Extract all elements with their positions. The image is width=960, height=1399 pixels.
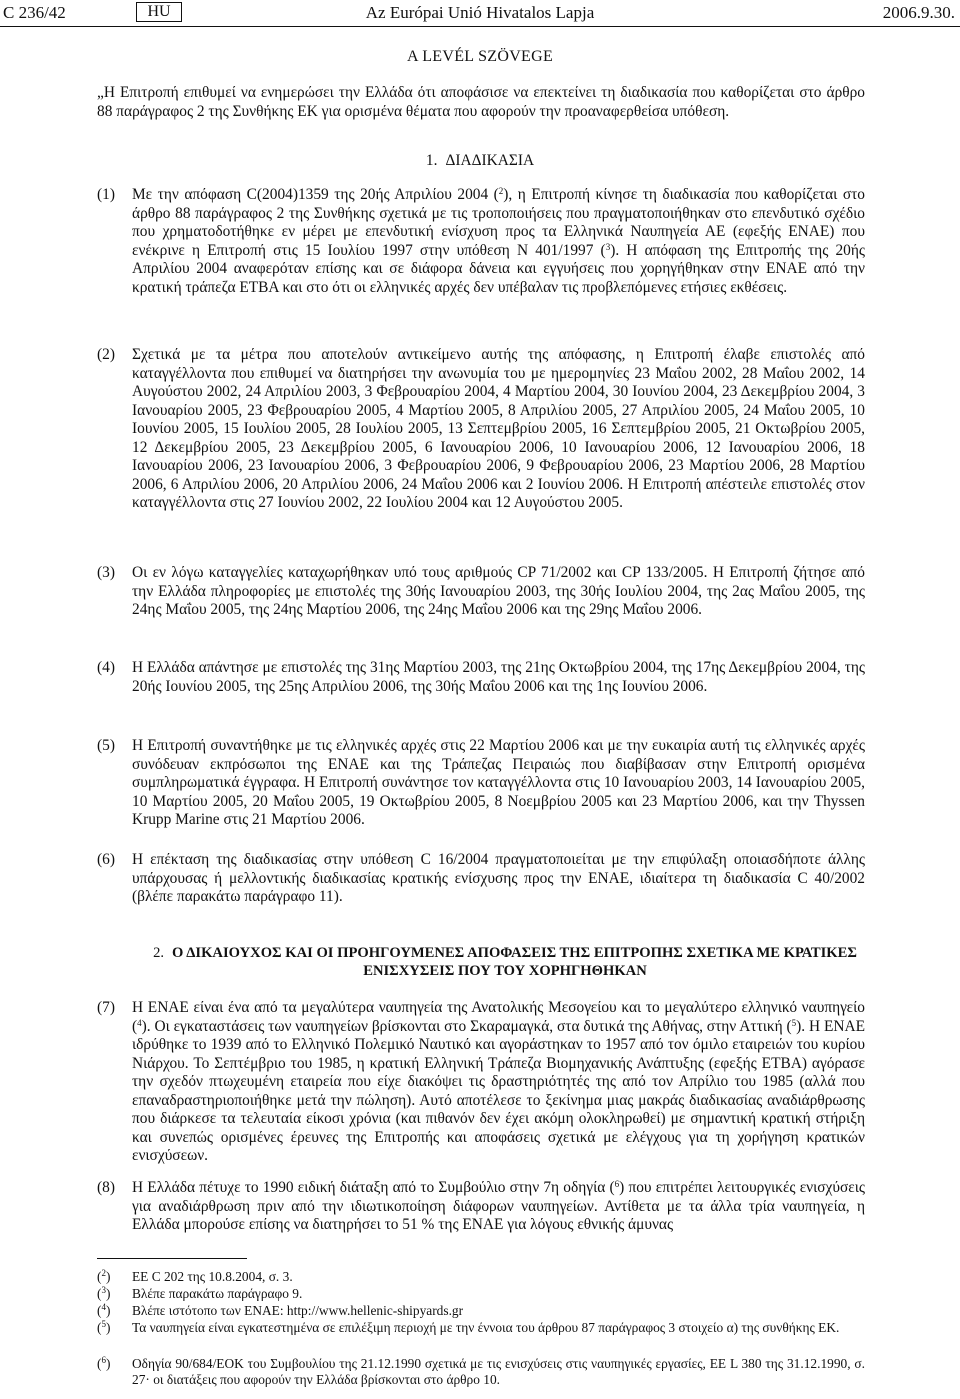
paragraph-number: (6) bbox=[97, 851, 115, 868]
section-title: ΔΙΑΔΙΚΑΣΙΑ bbox=[445, 152, 535, 169]
paragraph-number: (8) bbox=[97, 1179, 115, 1196]
footnote-number: ($^3$) bbox=[97, 1285, 111, 1301]
paragraph-5 bbox=[97, 737, 865, 830]
header-rule bbox=[0, 26, 960, 27]
footnote-5 bbox=[97, 1320, 865, 1336]
paragraph-7 bbox=[97, 999, 865, 1166]
footnote-4 bbox=[97, 1303, 865, 1319]
letter-title: A LEVÉL SZÖVEGE bbox=[406, 48, 554, 65]
paragraph-text: Η ΕΝΑΕ είναι ένα από τα μεγαλύτερα ναυπηγεία της Ανατολικής Μεσογείου και το μεγαλύτερο ελληνικό ναυπηγείο ($^4$). Οι εγκαταστάσεις των ναυπηγείων βρίσκονται στο Σκαραμαγκά, στα δυτικά της Αθήνας, στην Αττική ($^5$). Η ΕΝΑΕ ιδρύθηκε το 1939 από το Ελληνικό Πολεμικό Ναυτικό και αγοράστηκαν το 1957 από τον όμιλο εταιρειών του κυρίου Νιάρχου. Το Σεπτέμβριο του 1985, η κρατική Ελληνική Τράπεζα Βιομηχανικής Ανάπτυξης (εφεξής ΕΤΒΑ) αγόρασε την σχεδόν πτωχευμένη εταιρεία που είχε διακόψει τις δραστηριότητές της από τον Απρίλιο του 1985 (αλλά που επαναδραστηριοποιήθηκε μετά την πώληση). Αυτό αποτέλεσε το ξεκίνημα μιας μακράς διαδικασίας αναδιάρθρωσης που διάρκεσε τα τελευταία είκοσι χρόνια (και πιθανόν δεν έχει ακόμη ολοκληρωθεί) με σημαντική κρατική στήριξη και συνεπώς ορισμένες έρευνες της Επιτροπής και αποφάσεις σχετικά με ελέγχους για τη χορήγηση κρατικών ενισχύσεων. bbox=[132, 999, 865, 1165]
footnote-text: Οδηγία 90/684/ΕΟΚ του Συμβουλίου της 21.12.1990 σχετικά με τις ενισχύσεις στις ναυπηγικές εργασίες, ΕΕ L 380 της 31.12.1990, σ. 27· οι διατάξεις που αφορούν την Ελλάδα βρίσκονται στο άρθρο 10. bbox=[132, 1356, 865, 1387]
section-number: 1. bbox=[425, 152, 438, 169]
section-number: 2. bbox=[153, 945, 165, 961]
section-heading-procedure bbox=[0, 152, 960, 170]
page-header bbox=[0, 0, 960, 26]
footnote-6 bbox=[97, 1356, 865, 1387]
footnote-number: ($^5$) bbox=[97, 1319, 111, 1335]
paragraph-2 bbox=[97, 346, 865, 513]
paragraph-number: (2) bbox=[97, 346, 115, 363]
paragraph-number: (4) bbox=[97, 659, 115, 676]
journal-title: Az Európai Unió Hivatalos Lapja bbox=[365, 3, 595, 22]
paragraph-text: Η Ελλάδα απάντησε με επιστολές της 31ης Μαρτίου 2003, της 21ης Οκτωβρίου 2004, της 17ης Δεκεμβρίου 2004, της 20ής Ιουνίου 2005, της 25ης Απριλίου 2006, της 30ής Μαΐου 2006 και της 1ης Ιουνίου 2006. bbox=[132, 659, 865, 695]
footnote-text: Βλέπε παρακάτω παράγραφο 9. bbox=[132, 1286, 303, 1301]
paragraph-text: Σχετικά με τα μέτρα που αποτελούν αντικείμενο αυτής της απόφασης, η Επιτροπή έλαβε επιστολές από καταγγέλλοντα που επιθυμεί να διατηρήσει την ανωνυμία του με ημερομηνίες 23 Μαΐου 2002, 28 Μαΐου 2002, 14 Αυγούστου 2002, 24 Απριλίου 2003, 3 Φεβρουαρίου 2004, 4 Μαρτίου 2004, 30 Ιουνίου 2004, 23 Δεκεμβρίου 2004, 3 Ιανουαρίου 2005, 23 Φεβρουαρίου 2005, 4 Μαρτίου 2005, 8 Απριλίου 2005, 27 Απριλίου 2005, 24 Μαΐου 2005, 10 Ιουνίου 2005, 15 Ιουλίου 2005, 28 Ιουλίου 2005, 13 Σεπτεμβρίου 2005, 16 Σεπτεμβρίου 2005, 21 Οκτωβρίου 2005, 12 Δεκεμβρίου 2005, 23 Δεκεμβρίου 2005, 6 Ιανουαρίου 2006, 10 Ιανουαρίου 2006, 12 Ιανουαρίου 2006, 18 Ιανουαρίου 2006, 23 Ιανουαρίου 2006, 3 Φεβρουαρίου 2006, 9 Φεβρουαρίου 2006, 23 Μαρτίου 2006, 28 Μαρτίου 2006, 6 Απριλίου 2006, 20 Απριλίου 2006, 24 Μαΐου 2006 και 2 Ιουνίου 2006. Η Επιτροπή απέστειλε επιστολές στον καταγγέλλοντα στις 27 Ιουνίου 2002, 22 Ιουλίου 2004 και 12 Αυγούστου 2005. bbox=[132, 346, 865, 512]
paragraph-8 bbox=[97, 1179, 865, 1235]
paragraph-text: Η επέκταση της διαδικασίας στην υπόθεση C 16/2004 πραγματοποιείται με την επιφύλαξη οποιασδήποτε άλλης υπάρχουσας ή μελλοντικής διαδικασίας κρατικής ενίσχυσης προς την ΕΝΑΕ, ιδιαίτερα τη διαδικασία C 40/2002 (βλέπε παρακάτω παράγραφο 11). bbox=[132, 851, 865, 906]
footnote-number: ($^6$) bbox=[97, 1355, 111, 1371]
page-reference: C 236/42 bbox=[3, 3, 66, 22]
paragraph-text: Με την απόφαση C(2004)1359 της 20ής Απριλίου 2004 ($^2$), η Επιτροπή κίνησε τη διαδικασία που καθορίζεται στο άρθρο 88 παράγραφος 2 της Συνθήκης σχετικά με τις τροποποιήσεις που πραγματοποιήθηκαν στο επενδυτικό σχέδιο που χρηματοδοτήθηκε εν μέρει με επενδυτική ενίσχυση προς τα Ελληνικά Ναυπηγεία ΑΕ (εφεξής ΕΝΑΕ) που ενέκρινε η Επιτροπή στις 15 Ιουλίου 1997 στην υπόθεση Ν 401/1997 ($^3$). Η απόφαση της Επιτροπής της 20ής Απριλίου 2004 αναφερόταν επίσης και σε διάφορα δάνεια και εγγυήσεις που χορηγήθηκαν στην ΕΝΑΕ από την κρατική τράπεζα ΕΤΒΑ και στο ότι οι ελληνικές αρχές δεν υπέβαλαν τις προβλεπόμενες ετήσιες εκθέσεις. bbox=[132, 186, 865, 296]
footnote-ref: 5 bbox=[791, 1017, 797, 1028]
paragraph-number: (3) bbox=[97, 564, 115, 581]
paragraph-text: Η Επιτροπή συναντήθηκε με τις ελληνικές αρχές στις 22 Μαρτίου 2006 και με την ευκαιρία αυτή τις ελληνικές αρχές συνόδευαν εκπρόσωποι της ΕΝΑΕ και της Τράπεζας Πειραιώς που διαβίβασαν στην Επιτροπή ορισμένα συμπληρωματικά έγγραφα. Η Επιτροπή συνάντησε τον καταγγέλλοντα στις 10 Ιανουαρίου 2003, 14 Ιανουαρίου 2005, 10 Μαρτίου 2005, 20 Μαΐου 2005, 19 Οκτωβρίου 2005, 8 Νοεμβρίου 2005 και 23 Μαρτίου 2006, και την Thyssen Krupp Marine στις 21 Μαρτίου 2006. bbox=[132, 737, 865, 829]
paragraph-4 bbox=[97, 659, 865, 696]
paragraph-6 bbox=[97, 851, 865, 907]
language-badge: HU bbox=[136, 2, 182, 22]
paragraph-number: (5) bbox=[97, 737, 115, 754]
footnote-number: ($^2$) bbox=[97, 1268, 111, 1284]
footnote-number: ($^4$) bbox=[97, 1302, 111, 1318]
intro-paragraph: „Η Επιτροπή επιθυμεί να ενημερώσει την Ελλάδα ότι αποφάσισε να επεκτείνει τη διαδικασία που καθορίζεται στο άρθρο 88 παράγραφος 2 της Συνθήκης ΕΚ για ορισμένα θέματα που αφορούν την προαναφερθείσα υπόθεση. bbox=[97, 84, 865, 120]
section-heading-beneficiary bbox=[145, 944, 865, 980]
footnote-ref: 3 bbox=[605, 241, 611, 252]
paragraph-3 bbox=[97, 564, 865, 620]
footnote-text: Βλέπε ιστότοπο των ΕΝΑΕ: http://www.hellenic-shipyards.gr bbox=[132, 1303, 464, 1318]
footnote-2 bbox=[97, 1269, 865, 1285]
paragraph-text: Οι εν λόγω καταγγελίες καταχωρήθηκαν υπό τους αριθμούς CP 71/2002 και CP 133/2005. Η Επιτροπή ζήτησε από την Ελλάδα πληροφορίες με επιστολές της 30ής Ιανουαρίου 2003, της 30ής Ιουλίου 2004, της 2ας Μαΐου 2005, της 24ης Μαΐου 2005, της 24ης Μαρτίου 2006, της 24ης Μαΐου 2006 και της 29ης Μαΐου 2006. bbox=[132, 564, 865, 619]
footnote-3 bbox=[97, 1286, 865, 1302]
paragraph-text: Η Ελλάδα πέτυχε το 1990 ειδική διάταξη από το Συμβούλιο στην 7η οδηγία ($^6$) που επιτρέπει λειτουργικές ενισχύσεις για αναδιάρθρωση πριν από την ιδιωτικοποίηση διάφορων ναυπηγείων. Αντίθετα με τα άλλα τρία ναυπηγεία, η Ελλάδα μπορούσε επίσης να διατηρήσει το 51 % της ΕΝΑΕ για λόγους εθνικής άμυνας bbox=[132, 1179, 865, 1234]
footnote-text: Τα ναυπηγεία είναι εγκατεστημένα σε επιλέξιμη περιοχή με την έννοια του άρθρου 87 παράγραφος 3 στοιχείο α) της συνθήκης ΕΚ. bbox=[132, 1320, 840, 1335]
paragraph-1 bbox=[97, 186, 865, 297]
footnote-text: ΕΕ C 202 της 10.8.2004, σ. 3. bbox=[132, 1269, 293, 1284]
paragraph-number: (7) bbox=[97, 999, 115, 1016]
paragraph-number: (1) bbox=[97, 186, 115, 203]
footnote-ref: 4 bbox=[137, 1017, 142, 1028]
issue-date: 2006.9.30. bbox=[882, 3, 955, 22]
footnote-ref: 2 bbox=[498, 186, 504, 196]
footnote-separator bbox=[97, 1258, 247, 1259]
section-title: Ο ΔΙΚΑΙΟΥΧΟΣ ΚΑΙ ΟΙ ΠΡΟΗΓΟΥΜΕΝΕΣ ΑΠΟΦΑΣΕΙΣ ΤΗΣ ΕΠΙΤΡΟΠΗΣ ΣΧΕΤΙΚΑ ΜΕ ΚΡΑΤΙΚΕΣ ΕΝΙΣΧΥΣΕΙΣ ΠΟΥ ΤΟΥ ΧΟΡΗΓΗΘΗΚΑΝ bbox=[172, 945, 857, 979]
footnote-ref: 6 bbox=[614, 1179, 620, 1189]
